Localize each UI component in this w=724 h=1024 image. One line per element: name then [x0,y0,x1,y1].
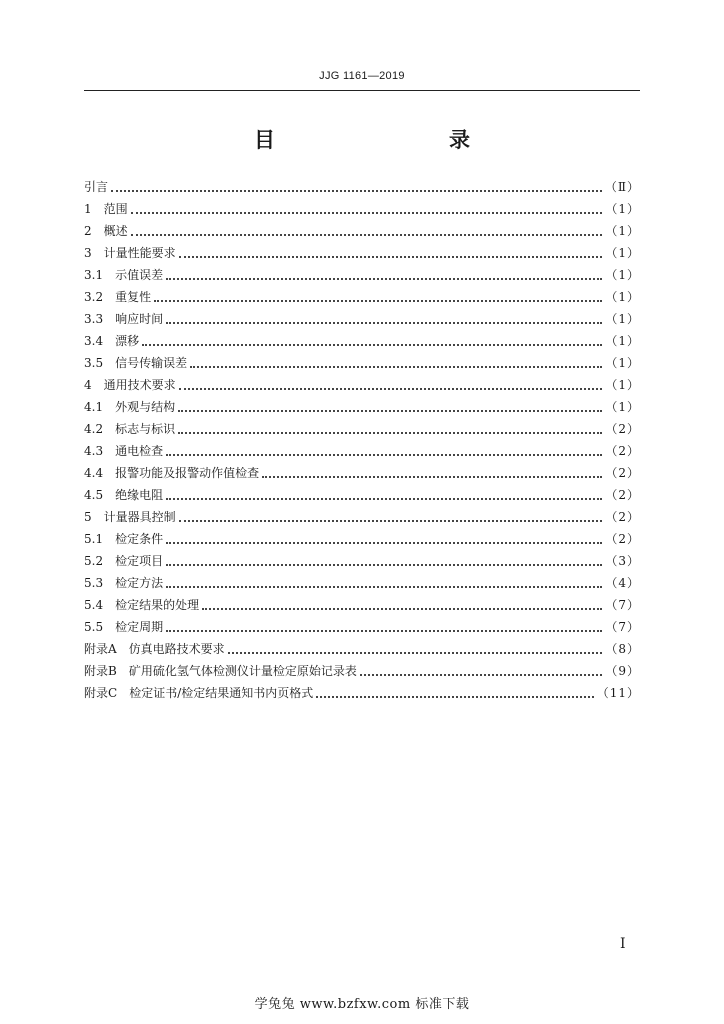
toc-entry[interactable] [84,396,640,418]
toc-entry-label: 检定周期 [115,620,164,634]
toc-entry-number: 5.1 [84,532,116,546]
toc-dot-leader [166,454,602,456]
toc-entry-label: 范围 [103,202,128,216]
toc-entry-page: （9） [605,664,640,678]
toc-entry-label: 漂移 [115,334,140,348]
toc-entry-number: 3.4 [84,334,116,348]
toc-entry[interactable] [84,352,640,374]
toc-dot-leader [179,388,603,390]
toc-entry[interactable] [84,330,640,352]
toc-entry-label: 报警功能及报警动作值检查 [115,466,260,480]
toc-entry-page: （1） [605,290,640,304]
toc-entry-page: （1） [605,268,640,282]
toc-entry-label: 通电检查 [115,444,164,458]
toc-entry[interactable] [84,264,640,286]
toc-entry-number: 4.2 [84,422,116,436]
toc-dot-leader [166,630,602,632]
toc-entry-number: 3 [84,246,104,260]
toc-entry-number: 2 [84,224,104,238]
toc-entry-label: 检定方法 [115,576,164,590]
toc-entry-number: 附录A [84,642,129,656]
toc-entry[interactable] [84,528,640,550]
toc-entry-label: 计量器具控制 [103,510,176,524]
toc-entry[interactable] [84,220,640,242]
page-number: Ⅰ [620,936,626,952]
table-of-contents [84,176,640,704]
toc-entry-label: 矿用硫化氢气体检测仪计量检定原始记录表 [128,664,357,678]
toc-dot-leader [178,432,602,434]
standard-code-header: JJG 1161—2019 [319,70,405,82]
toc-entry-number: 4.4 [84,466,116,480]
toc-dot-leader [142,344,602,346]
toc-entry-page: （2） [605,488,640,502]
toc-entry-number: 3.3 [84,312,116,326]
toc-entry-page: （11） [596,686,640,700]
page-title: 目 录 [254,128,514,152]
toc-entry-page: （1） [605,356,640,370]
toc-entry[interactable] [84,550,640,572]
toc-entry-number: 3.5 [84,356,116,370]
toc-dot-leader [202,608,602,610]
toc-dot-leader [178,410,602,412]
toc-entry[interactable] [84,638,640,660]
toc-entry[interactable] [84,308,640,330]
toc-entry-label: 检定证书/检定结果通知书内页格式 [129,686,314,700]
toc-entry[interactable] [84,176,640,198]
toc-entry-page: （2） [605,444,640,458]
toc-entry-label: 概述 [103,224,128,238]
toc-entry-page: （7） [605,598,640,612]
toc-entry-page: （8） [605,642,640,656]
toc-entry-page: （1） [605,202,640,216]
toc-entry[interactable] [84,484,640,506]
toc-entry-page: （1） [605,400,640,414]
toc-entry-label: 检定结果的处理 [115,598,200,612]
footer-watermark: 学兔兔 www.bzfxw.com 标准下载 [254,997,470,1012]
toc-entry-page: （1） [605,312,640,326]
toc-dot-leader [360,674,603,676]
toc-entry-label: 仿真电路技术要求 [128,642,225,656]
toc-dot-leader [166,498,602,500]
toc-dot-leader [316,696,593,698]
toc-entry[interactable] [84,462,640,484]
toc-entry-page: （1） [605,246,640,260]
toc-dot-leader [228,652,603,654]
toc-dot-leader [190,366,602,368]
toc-entry[interactable] [84,506,640,528]
toc-entry-page: （4） [605,576,640,590]
toc-entry[interactable] [84,660,640,682]
toc-entry[interactable] [84,242,640,264]
toc-entry-number: 1 [84,202,104,216]
toc-entry-label: 标志与标识 [115,422,176,436]
toc-entry[interactable] [84,682,640,704]
toc-entry-label: 通用技术要求 [103,378,176,392]
toc-entry-number: 附录B [84,664,129,678]
toc-entry-label: 检定项目 [115,554,164,568]
toc-entry-page: （2） [605,422,640,436]
toc-entry-page: （Ⅱ） [604,180,640,194]
toc-entry-label: 绝缘电阻 [115,488,164,502]
toc-entry-number: 4.3 [84,444,116,458]
toc-entry-number: 3.1 [84,268,116,282]
toc-entry-number: 附录C [84,686,130,700]
toc-entry-page: （2） [605,466,640,480]
toc-entry-number: 5.5 [84,620,116,634]
toc-entry[interactable] [84,616,640,638]
toc-entry[interactable] [84,440,640,462]
toc-dot-leader [154,300,602,302]
toc-entry-number: 5.4 [84,598,116,612]
toc-entry[interactable] [84,374,640,396]
toc-entry-page: （1） [605,378,640,392]
toc-entry-page: （2） [605,532,640,546]
toc-entry-label: 信号传输误差 [115,356,188,370]
toc-entry[interactable] [84,418,640,440]
toc-dot-leader [166,586,602,588]
toc-entry-label: 计量性能要求 [103,246,176,260]
toc-entry-number: 4.5 [84,488,116,502]
toc-entry-label: 检定条件 [115,532,164,546]
toc-dot-leader [262,476,602,478]
toc-entry-page: （1） [605,334,640,348]
header-divider [84,90,640,91]
toc-entry-number: 5.2 [84,554,116,568]
toc-entry-number: 4.1 [84,400,116,414]
toc-entry-number: 5 [84,510,104,524]
toc-entry-number: 3.2 [84,290,116,304]
toc-entry[interactable] [84,286,640,308]
toc-dot-leader [166,322,602,324]
toc-dot-leader [166,278,602,280]
toc-dot-leader [179,256,603,258]
toc-entry-label: 响应时间 [115,312,164,326]
toc-entry[interactable] [84,594,640,616]
toc-entry-label: 外观与结构 [115,400,176,414]
toc-dot-leader [166,542,602,544]
toc-entry-label: 示值误差 [115,268,164,282]
toc-entry[interactable] [84,198,640,220]
toc-entry-page: （1） [605,224,640,238]
toc-dot-leader [131,212,603,214]
toc-entry-label: 引言 [84,180,109,194]
toc-entry-number: 4 [84,378,104,392]
toc-dot-leader [179,520,603,522]
toc-entry-page: （7） [605,620,640,634]
toc-entry[interactable] [84,572,640,594]
toc-entry-page: （2） [605,510,640,524]
toc-entry-label: 重复性 [115,290,152,304]
toc-dot-leader [166,564,602,566]
toc-dot-leader [111,190,602,192]
toc-entry-number: 5.3 [84,576,116,590]
toc-dot-leader [131,234,603,236]
toc-entry-page: （3） [605,554,640,568]
